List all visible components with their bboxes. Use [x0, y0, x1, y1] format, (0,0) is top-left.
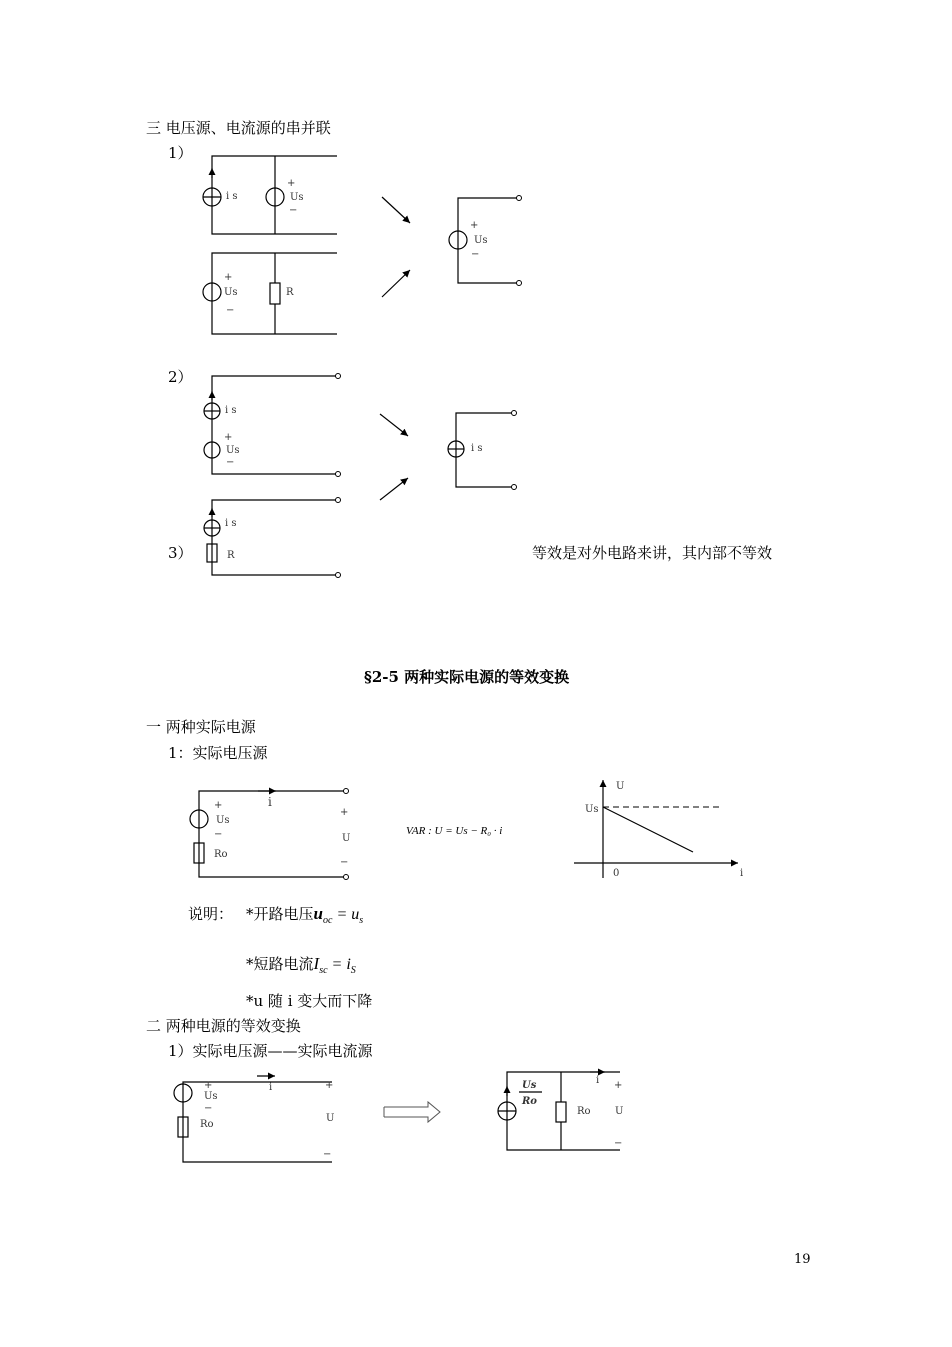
u-i-characteristic-graph [574, 780, 743, 879]
svg-text:Ro: Ro [577, 1106, 591, 1117]
resistor-icon [270, 283, 280, 304]
explain1-sub2: s [359, 915, 364, 926]
conversion-current-source [498, 1072, 623, 1150]
svg-text:−: − [323, 1149, 332, 1160]
equivalence-note: 等效是对外电路来讲，其内部不等效 [532, 544, 773, 562]
svg-text:i s: i s [225, 518, 237, 529]
svg-text:−: − [204, 1103, 213, 1114]
svg-text:R: R [227, 550, 235, 561]
explain2-sub: sc [319, 965, 328, 976]
svg-text:−: − [214, 829, 223, 840]
svg-text:U: U [615, 1106, 624, 1117]
practical-voltage-source-circuit [190, 789, 350, 880]
svg-text:+: + [204, 1080, 213, 1091]
svg-text:−: − [614, 1138, 623, 1149]
svg-text:+: + [614, 1080, 623, 1091]
svg-text:Ro: Ro [200, 1119, 214, 1130]
circuit-2a [204, 374, 341, 477]
var-equation: VAR : U = Us − R₀ · i [406, 825, 503, 837]
explain1-text: *开路电压 [246, 905, 314, 923]
svg-text:i s: i s [225, 405, 237, 416]
item-3-label: 3） [168, 544, 193, 562]
resistor-icon [556, 1102, 566, 1122]
svg-text:i: i [268, 795, 272, 809]
svg-text:Us: Us [585, 804, 599, 815]
svg-text:−: − [226, 305, 235, 316]
svg-text:0: 0 [613, 868, 620, 879]
arrow-icon [380, 414, 408, 436]
circuit-1-result [449, 196, 522, 286]
svg-text:+: + [325, 1080, 334, 1091]
part1-title: 一 两种实际电源 [146, 718, 256, 736]
svg-text:−: − [340, 857, 349, 868]
svg-text:i: i [596, 1075, 600, 1086]
svg-text:+: + [340, 807, 349, 818]
circuit-1b [203, 253, 337, 334]
svg-text:−: − [289, 205, 298, 216]
svg-text:−: − [226, 457, 235, 468]
circuit-2-result [448, 411, 517, 490]
explain2-sub2: S [350, 965, 356, 976]
circuit-3 [204, 498, 341, 578]
svg-text:+: + [470, 220, 479, 231]
arrow-icon [380, 478, 408, 500]
svg-text:Us: Us [216, 815, 230, 826]
double-arrow-icon [384, 1102, 440, 1122]
explain1-math: u [313, 904, 323, 923]
svg-text:U: U [326, 1113, 335, 1124]
svg-text:i s: i s [471, 443, 483, 454]
part1-item1: 1：实际电压源 [168, 744, 268, 762]
svg-text:Us: Us [224, 287, 238, 298]
svg-text:Us: Us [226, 445, 240, 456]
svg-text:i: i [269, 1082, 273, 1093]
svg-text:U: U [342, 833, 351, 844]
conversion-voltage-source [174, 1076, 334, 1162]
svg-text:+: + [287, 178, 296, 189]
section3-title: 三 电压源、电流源的串并联 [146, 119, 331, 137]
svg-text:Us: Us [204, 1091, 218, 1102]
explain2-eq: = i [327, 956, 351, 973]
is-label: i s [226, 191, 238, 202]
svg-text:−: − [471, 249, 480, 260]
page-number: 19 [794, 1252, 811, 1267]
section-2-5-heading: §2-5 两种实际电源的等效变换 [364, 668, 570, 686]
explain-label: 说明： [188, 905, 234, 923]
svg-text:+: + [224, 432, 233, 443]
explain1-sub: oc [322, 915, 333, 926]
explain2-text: *短路电流 [246, 955, 314, 973]
explain2-math: I [313, 954, 320, 973]
part2-item1: 1）实际电压源——实际电流源 [168, 1042, 373, 1060]
svg-text:Ro: Ro [214, 849, 228, 860]
item-2-label: 2） [168, 368, 193, 386]
svg-text:R: R [286, 287, 294, 298]
svg-text:Us: Us [474, 235, 488, 246]
svg-text:i: i [740, 868, 744, 879]
svg-text:U: U [616, 781, 625, 792]
svg-text:Ro: Ro [522, 1096, 537, 1107]
explain-decrease: *u 随 i 变大而下降 [246, 992, 373, 1010]
circuit-1a [203, 156, 337, 234]
svg-text:Us: Us [290, 192, 304, 203]
svg-text:+: + [224, 272, 233, 283]
part2-title: 二 两种电源的等效变换 [146, 1017, 301, 1035]
arrow-icon [382, 197, 410, 223]
item-1-label: 1） [168, 144, 193, 162]
svg-text:+: + [214, 800, 223, 811]
arrow-icon [382, 270, 410, 297]
svg-text:Us: Us [522, 1080, 537, 1091]
explain1-eq: = u [332, 906, 360, 923]
